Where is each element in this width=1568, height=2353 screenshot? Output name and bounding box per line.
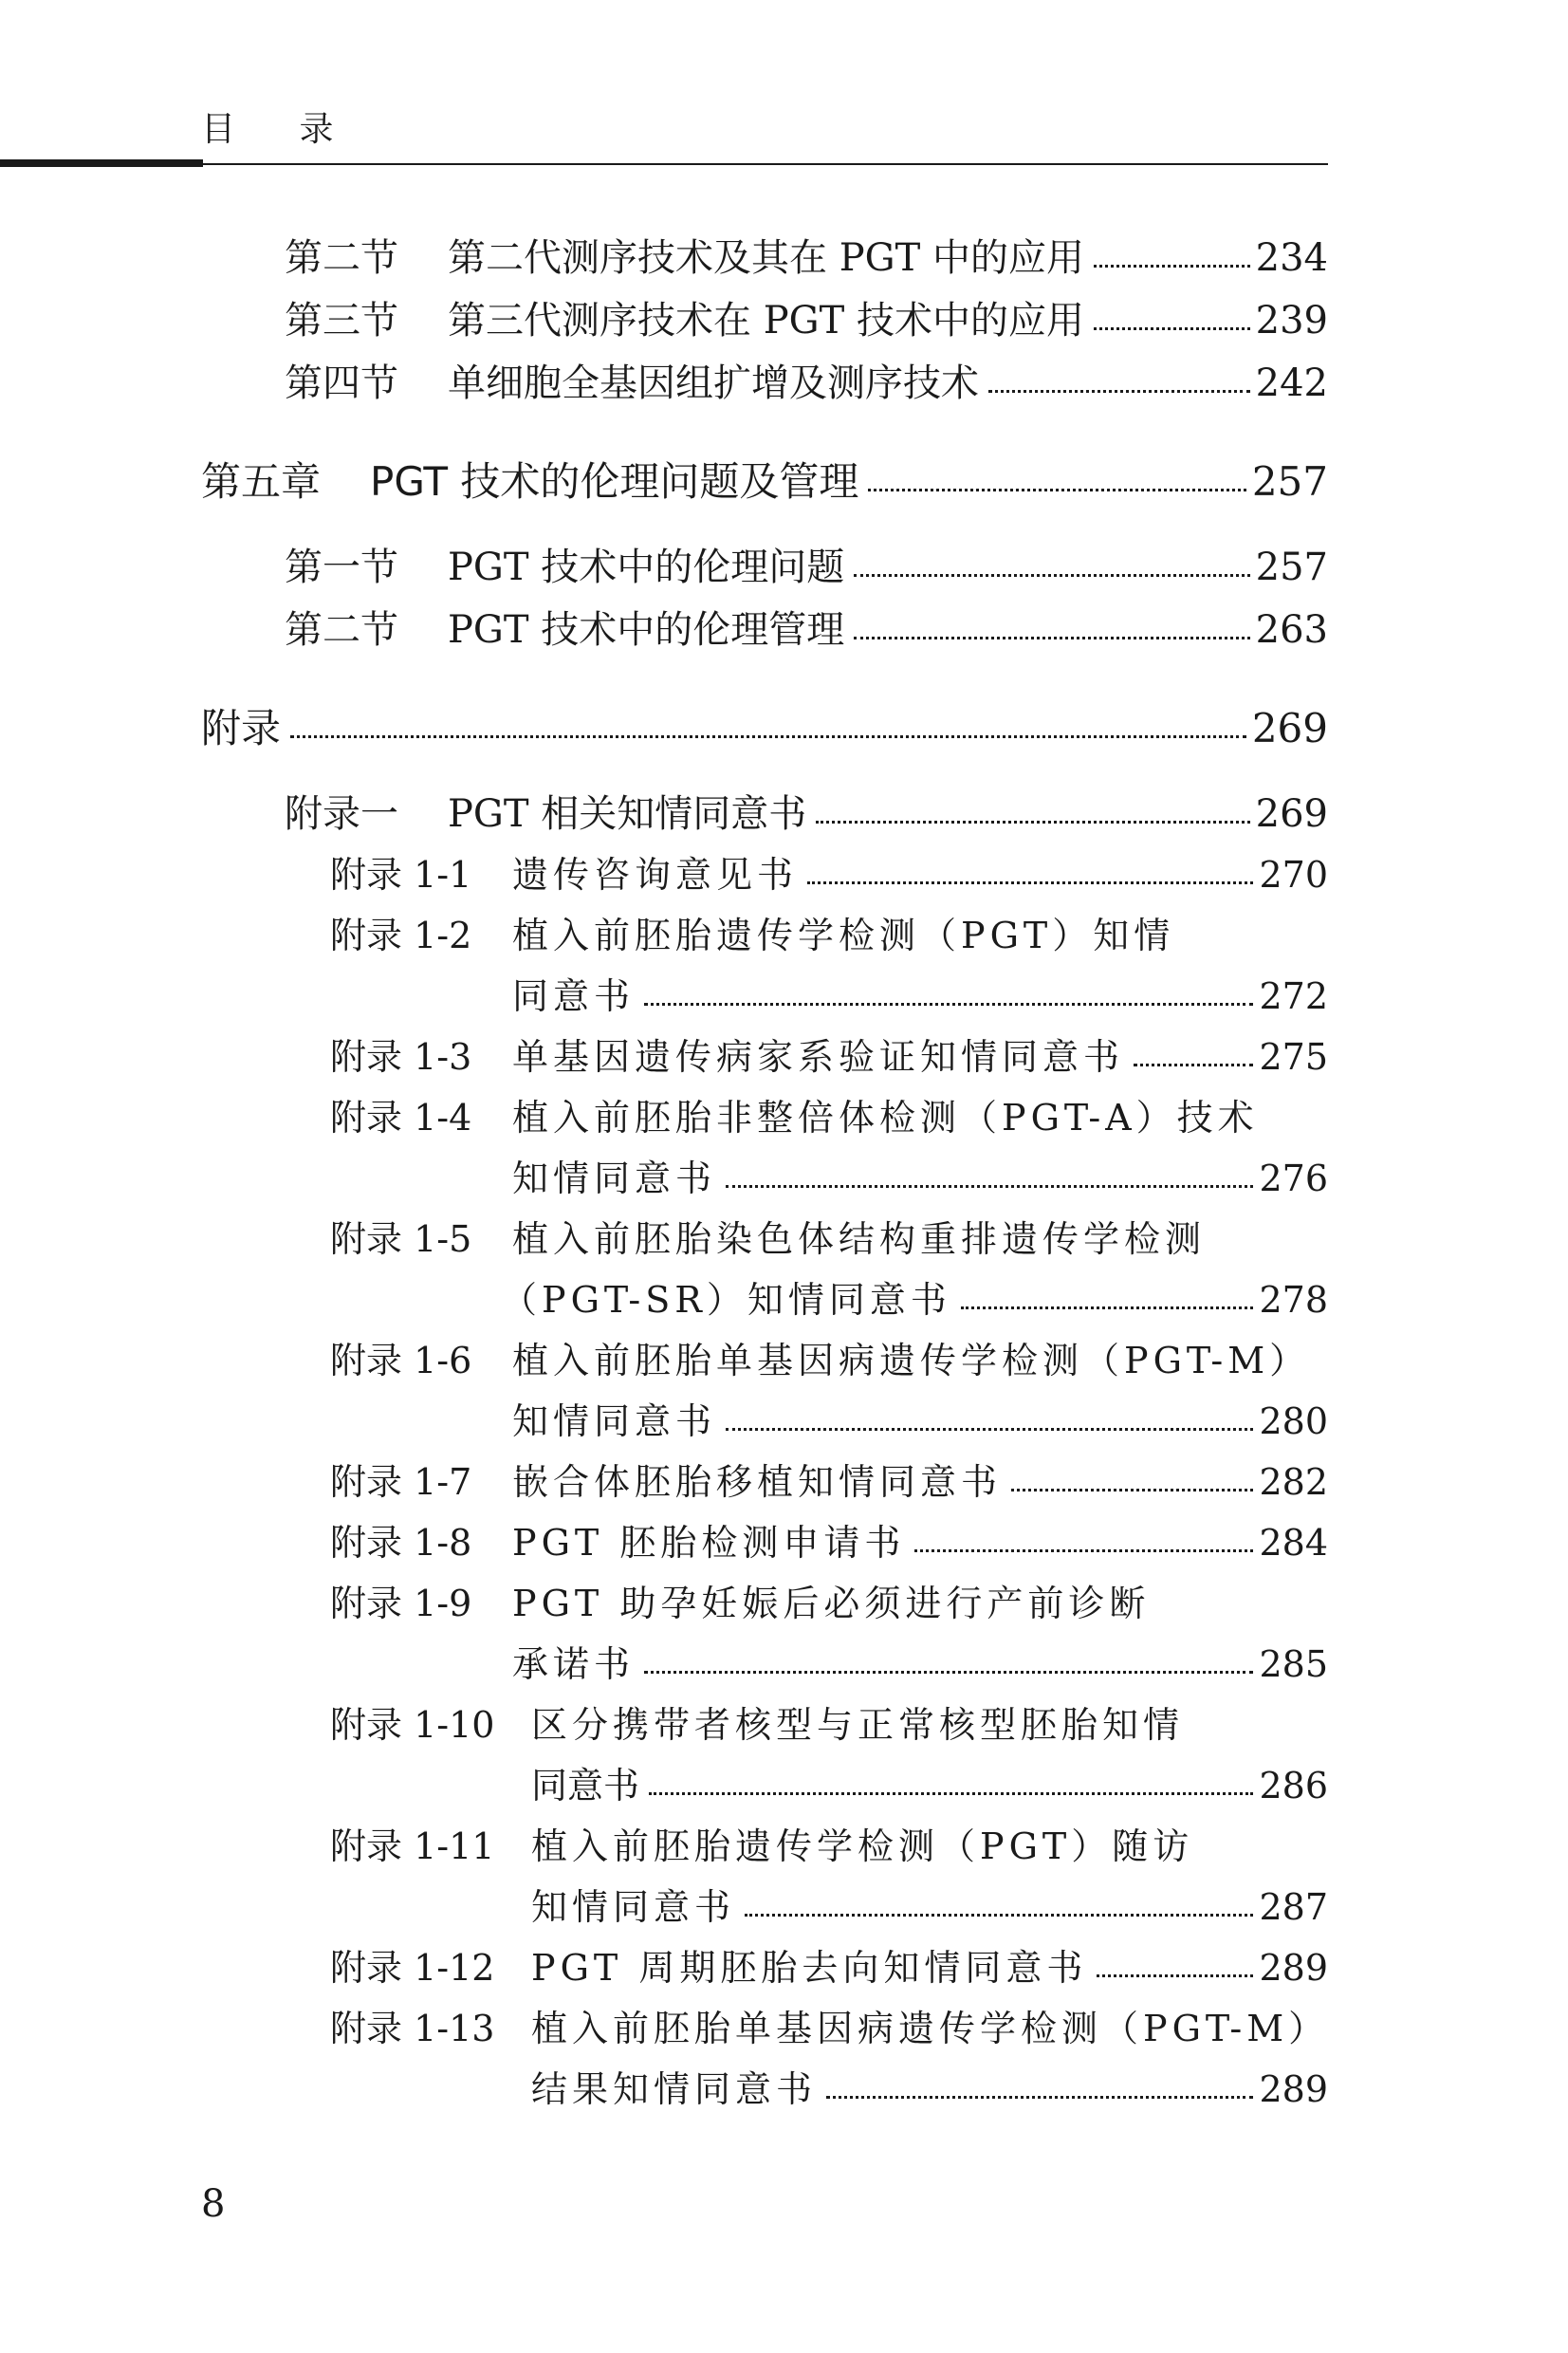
entry-title: PGT 助孕妊娠后必须进行产前诊断 bbox=[512, 1583, 1151, 1624]
entry-page: 263 bbox=[1255, 608, 1328, 652]
dot-leader bbox=[807, 881, 1253, 884]
entry-title: 植入前胚胎染色体结构重排遗传学检测 bbox=[512, 1218, 1207, 1260]
toc-chapter-entry[interactable] bbox=[0, 698, 1328, 759]
entry-title: PGT 相关知情同意书 bbox=[448, 792, 807, 836]
entry-title: PGT 周期胚胎去向知情同意书 bbox=[531, 1947, 1088, 1989]
entry-title: PGT 胚胎检测申请书 bbox=[512, 1522, 906, 1564]
chapter-label: 第五章 bbox=[201, 458, 322, 505]
dot-leader bbox=[914, 1549, 1253, 1552]
entry-title: 嵌合体胚胎移植知情同意书 bbox=[512, 1461, 1003, 1503]
chapter-title: PGT 技术的伦理问题及管理 bbox=[370, 458, 859, 505]
entry-title: 单基因遗传病家系验证知情同意书 bbox=[512, 1036, 1125, 1078]
entry-label: 附录 1-7 bbox=[330, 1461, 472, 1503]
entry-label: 附录 1-8 bbox=[330, 1522, 472, 1564]
dot-leader bbox=[644, 1003, 1253, 1006]
entry-page: 276 bbox=[1259, 1158, 1328, 1199]
entry-page: 242 bbox=[1255, 361, 1328, 405]
entry-title: PGT 技术中的伦理问题 bbox=[448, 546, 845, 589]
entry-title-continued: 承诺书 bbox=[512, 1643, 636, 1685]
toc-entry[interactable] bbox=[0, 1027, 1328, 1087]
toc-chapter-entry[interactable] bbox=[0, 452, 1328, 512]
entry-page: 289 bbox=[1259, 2068, 1328, 2110]
dot-leader bbox=[1134, 1064, 1253, 1066]
entry-label: 附录 1-4 bbox=[330, 1097, 472, 1139]
toc-entry[interactable] bbox=[0, 905, 1328, 966]
dot-leader bbox=[290, 735, 1246, 738]
entry-title-continued: 结果知情同意书 bbox=[531, 2068, 818, 2110]
toc-entry[interactable] bbox=[0, 228, 1328, 288]
dot-leader bbox=[826, 2096, 1253, 2099]
entry-page: 234 bbox=[1255, 236, 1328, 280]
entry-page: 280 bbox=[1259, 1400, 1328, 1442]
entry-title-continued: 知情同意书 bbox=[531, 1886, 736, 1928]
entry-page: 286 bbox=[1259, 1765, 1328, 1806]
toc-entry[interactable] bbox=[0, 1695, 1328, 1755]
toc-entry-continuation[interactable] bbox=[0, 1148, 1328, 1209]
entry-page: 269 bbox=[1255, 792, 1328, 836]
dot-leader bbox=[1097, 1974, 1253, 1977]
toc-entry[interactable] bbox=[0, 1998, 1328, 2059]
dot-leader bbox=[726, 1185, 1253, 1188]
entry-title: 植入前胚胎单基因病遗传学检测（PGT-M） bbox=[531, 2008, 1330, 2049]
toc-entry-continuation[interactable] bbox=[0, 1269, 1328, 1330]
toc-entry[interactable] bbox=[0, 1937, 1328, 1998]
entry-title-continued: 知情同意书 bbox=[512, 1158, 717, 1199]
toc-entry[interactable] bbox=[0, 784, 1328, 844]
entry-label: 第三节 bbox=[285, 299, 398, 343]
entry-page: 257 bbox=[1251, 458, 1328, 505]
entry-page: 270 bbox=[1259, 854, 1328, 896]
toc-entry[interactable] bbox=[0, 1452, 1328, 1512]
dot-leader bbox=[1011, 1489, 1253, 1491]
entry-label: 第二节 bbox=[285, 608, 398, 652]
entry-title-continued: 同意书 bbox=[512, 975, 636, 1017]
dot-leader bbox=[726, 1428, 1253, 1431]
header-rule-thin bbox=[203, 163, 1328, 165]
chapter-label: 附录 bbox=[201, 705, 282, 751]
entry-label: 第四节 bbox=[285, 361, 398, 405]
entry-title: 植入前胚胎遗传学检测（PGT）知情 bbox=[512, 915, 1175, 956]
entry-page: 289 bbox=[1259, 1947, 1328, 1989]
entry-page: 257 bbox=[1255, 546, 1328, 589]
entry-title: 遗传咨询意见书 bbox=[512, 854, 799, 896]
dot-leader bbox=[1094, 265, 1250, 268]
toc-entry-continuation[interactable] bbox=[0, 1391, 1328, 1452]
page-number: 8 bbox=[201, 2182, 226, 2226]
entry-title-continued: （PGT-SR）知情同意书 bbox=[501, 1279, 951, 1321]
entry-label: 第一节 bbox=[285, 546, 398, 589]
entry-label: 附录 1-13 bbox=[330, 2008, 495, 2049]
dot-leader bbox=[644, 1671, 1253, 1674]
entry-label: 附录 1-6 bbox=[330, 1340, 472, 1381]
entry-label: 附录 1-3 bbox=[330, 1036, 472, 1078]
dot-leader bbox=[816, 821, 1249, 824]
entry-title-continued: 同意书 bbox=[531, 1765, 640, 1806]
toc-entry-continuation[interactable] bbox=[0, 966, 1328, 1027]
entry-label: 附录 1-12 bbox=[330, 1947, 495, 1989]
entry-label: 附录 1-10 bbox=[330, 1704, 495, 1746]
entry-page: 269 bbox=[1251, 705, 1328, 751]
dot-leader bbox=[745, 1914, 1253, 1917]
dot-leader bbox=[988, 390, 1250, 393]
toc-entry[interactable] bbox=[0, 353, 1328, 414]
toc-entry[interactable] bbox=[0, 1512, 1328, 1573]
entry-label: 附录 1-2 bbox=[330, 915, 472, 956]
entry-page: 275 bbox=[1259, 1036, 1328, 1078]
entry-label: 附录一 bbox=[285, 792, 398, 836]
toc-entry[interactable] bbox=[0, 1209, 1328, 1269]
entry-label: 附录 1-5 bbox=[330, 1218, 472, 1260]
toc-entry-continuation[interactable] bbox=[0, 1755, 1328, 1816]
entry-page: 285 bbox=[1259, 1643, 1328, 1685]
entry-title: 植入前胚胎遗传学检测（PGT）随访 bbox=[531, 1825, 1194, 1867]
header-rule-thick bbox=[0, 159, 203, 167]
dot-leader bbox=[854, 574, 1249, 577]
entry-page: 284 bbox=[1259, 1522, 1328, 1564]
entry-page: 282 bbox=[1259, 1461, 1328, 1503]
entry-title: 第三代测序技术在 PGT 技术中的应用 bbox=[448, 299, 1084, 343]
toc-entry[interactable] bbox=[0, 290, 1328, 351]
dot-leader bbox=[1094, 327, 1250, 330]
entry-title: PGT 技术中的伦理管理 bbox=[448, 608, 845, 652]
entry-title: 第二代测序技术及其在 PGT 中的应用 bbox=[448, 236, 1084, 280]
entry-label: 附录 1-9 bbox=[330, 1583, 472, 1624]
dot-leader bbox=[868, 489, 1245, 491]
toc-entry-continuation[interactable] bbox=[0, 2059, 1328, 2120]
dot-leader bbox=[854, 637, 1249, 639]
entry-title-continued: 知情同意书 bbox=[512, 1400, 717, 1442]
entry-label: 附录 1-11 bbox=[330, 1825, 495, 1867]
entry-label: 附录 1-1 bbox=[330, 854, 472, 896]
toc-entry-continuation[interactable] bbox=[0, 1877, 1328, 1937]
toc-entry[interactable] bbox=[0, 1573, 1328, 1634]
toc-entry[interactable] bbox=[0, 1087, 1328, 1148]
entry-label: 第二节 bbox=[285, 236, 398, 280]
entry-title: 植入前胚胎单基因病遗传学检测（PGT-M） bbox=[512, 1340, 1311, 1381]
entry-title: 单细胞全基因组扩增及测序技术 bbox=[448, 361, 979, 405]
toc-entry[interactable] bbox=[0, 1816, 1328, 1877]
toc-entry-continuation[interactable] bbox=[0, 1634, 1328, 1695]
toc-entry[interactable] bbox=[0, 537, 1328, 598]
dot-leader bbox=[961, 1306, 1254, 1309]
entry-page: 239 bbox=[1255, 299, 1328, 343]
running-header: 目 录 bbox=[201, 110, 360, 149]
dot-leader bbox=[649, 1792, 1253, 1795]
toc-entry[interactable] bbox=[0, 600, 1328, 660]
entry-page: 287 bbox=[1259, 1886, 1328, 1928]
entry-title: 植入前胚胎非整倍体检测（PGT-A）技术 bbox=[512, 1097, 1259, 1139]
entry-page: 278 bbox=[1259, 1279, 1328, 1321]
toc-entry[interactable] bbox=[0, 844, 1328, 905]
entry-page: 272 bbox=[1259, 975, 1328, 1017]
entry-title: 区分携带者核型与正常核型胚胎知情 bbox=[531, 1704, 1185, 1746]
toc-entry[interactable] bbox=[0, 1330, 1328, 1391]
